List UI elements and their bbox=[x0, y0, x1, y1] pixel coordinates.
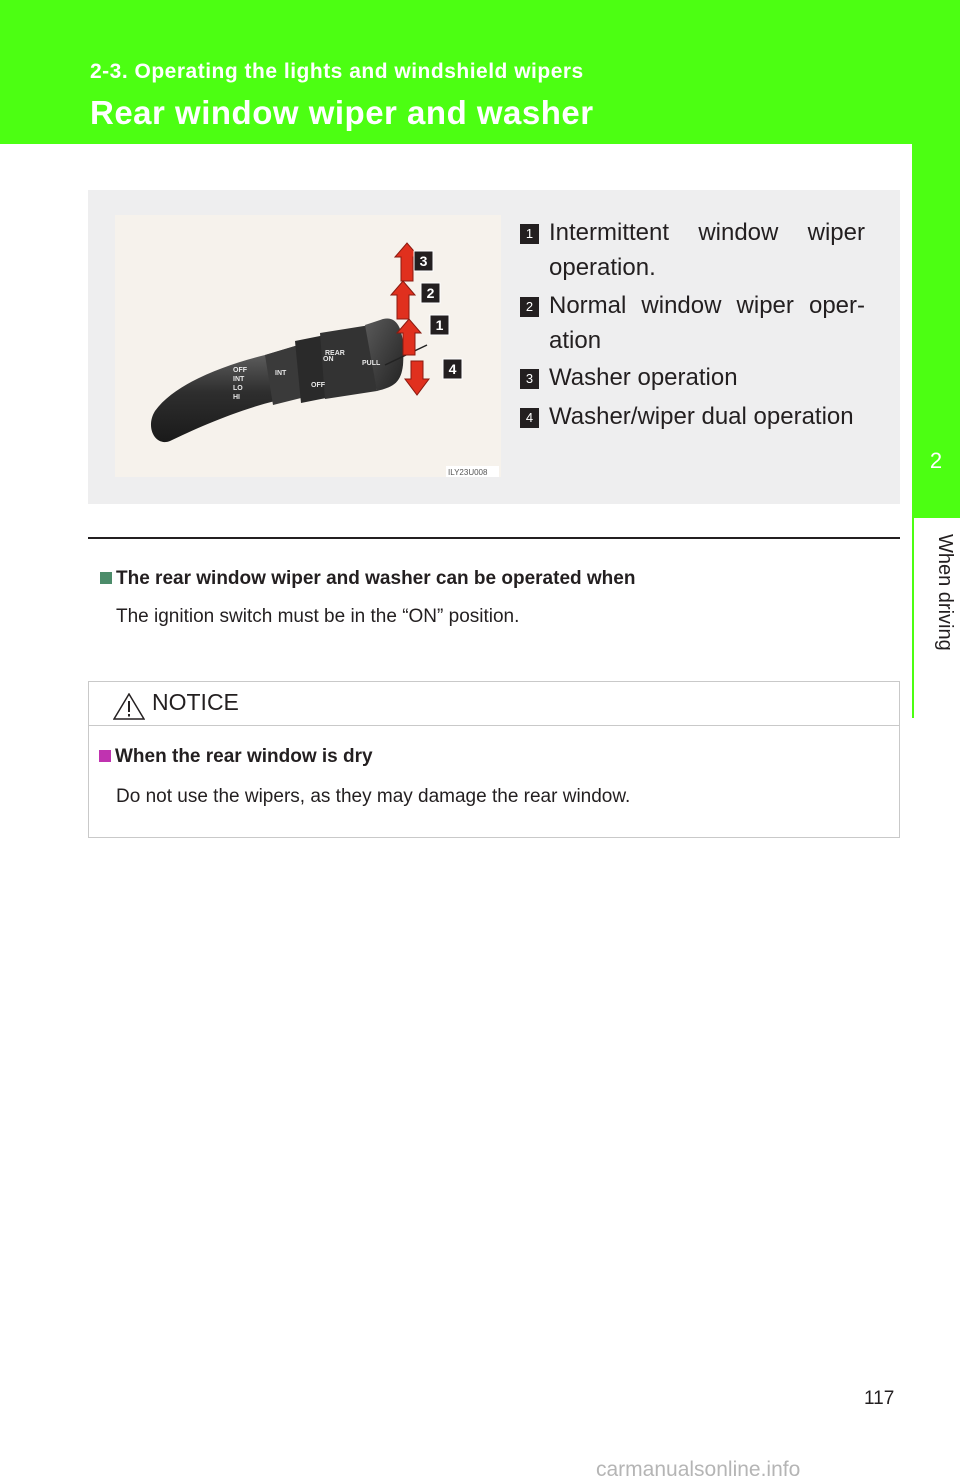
legend-text: Normal window wiper oper-ation bbox=[549, 292, 865, 354]
legend-text: Washer/wiper dual operation bbox=[549, 403, 854, 430]
note-marker bbox=[100, 572, 112, 584]
page-number: 117 bbox=[864, 1388, 895, 1409]
warning-triangle-icon bbox=[113, 693, 145, 720]
notice-subheading bbox=[99, 746, 373, 768]
header-band bbox=[0, 0, 960, 144]
lever-label-on: ON bbox=[323, 356, 334, 363]
lever-label-rear: REAR bbox=[325, 350, 345, 357]
arrow-4 bbox=[405, 361, 429, 395]
notice-box bbox=[88, 681, 900, 838]
lever-label-int: INT bbox=[233, 376, 245, 383]
notice-subheading-text: When the rear window is dry bbox=[115, 746, 373, 767]
notice-label: NOTICE bbox=[152, 689, 239, 715]
figure-code: ILY23U008 bbox=[448, 468, 488, 477]
lever-label-hi: HI bbox=[233, 394, 240, 401]
notice-marker bbox=[99, 750, 111, 762]
arrow-1-number: 1 bbox=[435, 317, 444, 333]
section-title: 2-3. Operating the lights and windshield wipers bbox=[90, 60, 584, 83]
note-body: The ignition switch must be in the “ON” position. bbox=[116, 606, 520, 627]
lever-label-rear-int: INT bbox=[275, 370, 287, 377]
chapter-tab bbox=[912, 144, 960, 1484]
lever-label-pull: PULL bbox=[362, 360, 381, 367]
chapter-label: When driving bbox=[934, 534, 956, 651]
lever-label-off: OFF bbox=[233, 367, 247, 374]
lever-label-lo: LO bbox=[233, 385, 243, 392]
wiper-lever-svg bbox=[115, 215, 501, 477]
legend-number: 2 bbox=[520, 297, 539, 317]
page-title: Rear window wiper and washer bbox=[90, 94, 594, 131]
chapter-tab-upper bbox=[912, 144, 960, 404]
legend-number: 3 bbox=[520, 369, 539, 389]
arrow-3-number: 3 bbox=[419, 253, 428, 269]
watermark: carmanualsonline.info bbox=[596, 1458, 801, 1481]
legend-number: 4 bbox=[520, 408, 539, 428]
section-divider bbox=[88, 537, 900, 539]
arrow-2-number: 2 bbox=[426, 285, 435, 301]
note-heading-text: The rear window wiper and washer can be operated when bbox=[116, 568, 636, 589]
notice-header bbox=[89, 682, 899, 726]
lever-label-rear-off: OFF bbox=[311, 382, 325, 389]
note-heading bbox=[100, 568, 635, 590]
chapter-number: 2 bbox=[912, 404, 960, 518]
wiper-lever-illustration bbox=[115, 215, 501, 477]
arrow-2 bbox=[391, 281, 415, 319]
legend-text: Washer operation bbox=[549, 364, 738, 391]
arrow-4-number: 4 bbox=[448, 361, 457, 377]
legend-text: Intermittent window wiper operation. bbox=[549, 219, 865, 281]
notice-text: Do not use the wipers, as they may damage the rear window. bbox=[116, 786, 631, 807]
legend-number: 1 bbox=[520, 224, 539, 244]
